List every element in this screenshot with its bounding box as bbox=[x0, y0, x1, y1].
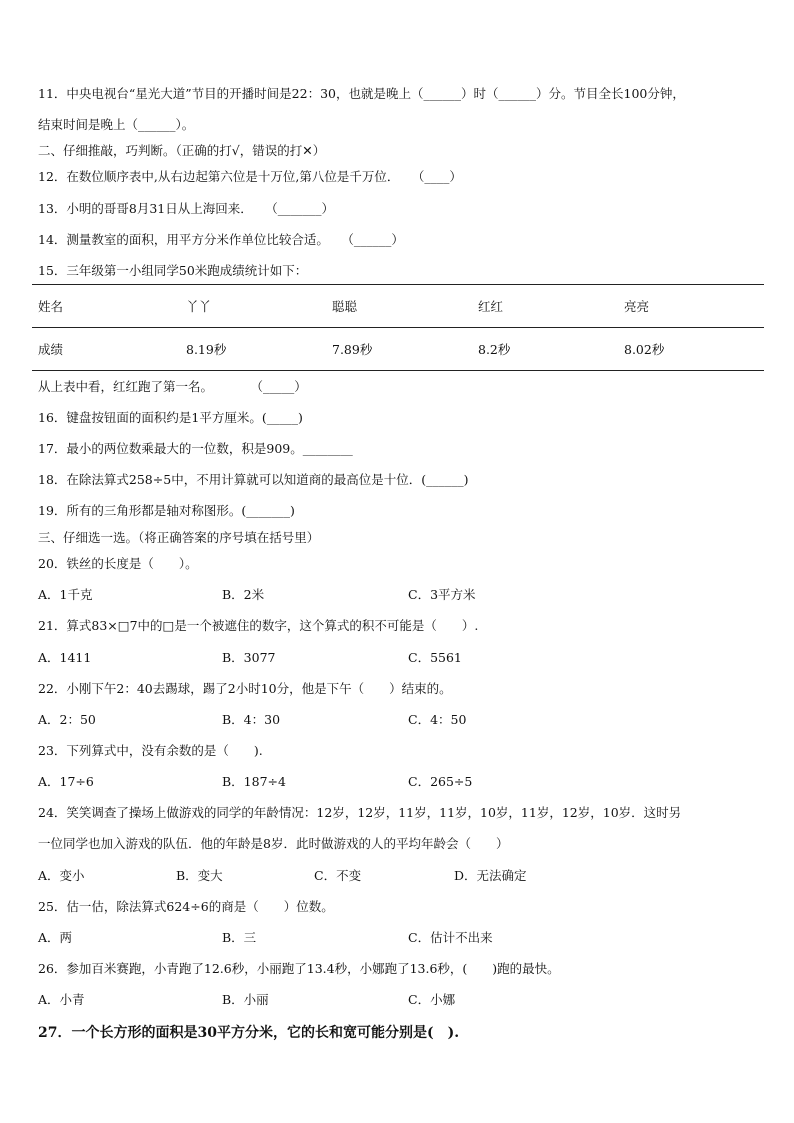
question-24-stem-line-1: 24．笑笑调查了操场上做游戏的同学的年龄情况：12岁，12岁，11岁，11岁，10岁，11岁，12岁，10岁．这时另 bbox=[38, 805, 682, 820]
table-cell: 8.2秒 bbox=[478, 328, 624, 371]
question-13: 13．小明的哥哥8月31日从上海回来． （_______） bbox=[38, 201, 335, 216]
section-3-title: 三、仔细选一选。（将正确答案的序号填在括号里） bbox=[38, 530, 320, 545]
option-b: B．3077 bbox=[222, 650, 276, 665]
option-c: C．不变 bbox=[314, 868, 362, 883]
question-18: 18．在除法算式258÷5中，不用计算就可以知道商的最高位是十位．(______) bbox=[38, 472, 469, 487]
option-a: A．2：50 bbox=[38, 712, 96, 727]
question-19: 19．所有的三角形都是轴对称图形。(_______) bbox=[38, 503, 295, 518]
option-b: B．变大 bbox=[176, 868, 223, 883]
question-11-line-2: 结束时间是晚上（______）。 bbox=[38, 117, 195, 132]
option-a: A．小青 bbox=[38, 992, 85, 1007]
question-24-stem-line-2: 一位同学也加入游戏的队伍．他的年龄是8岁．此时做游戏的人的平均年龄会（ ） bbox=[38, 836, 509, 851]
question-17: 17．最小的两位数乘最大的一位数，积是909。________ bbox=[38, 441, 353, 456]
option-c: C．5561 bbox=[408, 650, 462, 665]
question-12: 12．在数位顺序表中,从右边起第六位是十万位,第八位是千万位． （____） bbox=[38, 169, 462, 184]
score-table bbox=[32, 284, 764, 371]
option-a: A．1千克 bbox=[38, 587, 93, 602]
question-26-stem: 26．参加百米赛跑，小青跑了12.6秒，小丽跑了13.4秒，小娜跑了13.6秒，( )跑的最快。 bbox=[38, 961, 560, 976]
question-25-stem: 25．估一估，除法算式624÷6的商是（ ）位数。 bbox=[38, 899, 334, 914]
option-a: A．两 bbox=[38, 930, 73, 945]
question-11-line-1: 11．中央电视台“星光大道”节目的开播时间是22：30，也就是晚上（______）时（______）分。节目全长100分钟， bbox=[38, 86, 685, 101]
question-23-stem: 23．下列算式中，没有余数的是（ ). bbox=[38, 743, 263, 758]
option-b: B．三 bbox=[222, 930, 257, 945]
table-header-row bbox=[32, 285, 764, 328]
table-cell: 8.02秒 bbox=[624, 328, 764, 371]
question-15-statement: 从上表中看，红红跑了第一名。 （_____） bbox=[38, 379, 307, 394]
option-a: A．1411 bbox=[38, 650, 92, 665]
question-14: 14．测量教室的面积，用平方分米作单位比较合适。 （______） bbox=[38, 232, 404, 247]
question-21-stem: 21．算式83×□7中的□是一个被遮住的数字，这个算式的积不可能是（ ）. bbox=[38, 618, 479, 633]
table-header-cell: 红红 bbox=[478, 285, 624, 328]
option-d: D．无法确定 bbox=[454, 868, 527, 883]
table-header-cell: 姓名 bbox=[32, 285, 186, 328]
option-c: C．3平方米 bbox=[408, 587, 476, 602]
option-c: C．估计不出来 bbox=[408, 930, 493, 945]
table-row bbox=[32, 328, 764, 371]
option-c: C．4：50 bbox=[408, 712, 467, 727]
option-b: B．187÷4 bbox=[222, 774, 286, 789]
table-header-cell: 丫丫 bbox=[186, 285, 332, 328]
question-27: 27．一个长方形的面积是30平方分米，它的长和宽可能分别是( ). bbox=[38, 1025, 460, 1041]
option-b: B．小丽 bbox=[222, 992, 269, 1007]
question-15: 15．三年级第一小组同学50米跑成绩统计如下： bbox=[38, 263, 308, 278]
question-16: 16．键盘按钮面的面积约是1平方厘米。(_____) bbox=[38, 410, 303, 425]
table-cell: 7.89秒 bbox=[332, 328, 478, 371]
question-20-stem: 20．铁丝的长度是（ ）。 bbox=[38, 556, 198, 571]
option-c: C．265÷5 bbox=[408, 774, 473, 789]
table-header-cell: 聪聪 bbox=[332, 285, 478, 328]
option-c: C．小娜 bbox=[408, 992, 456, 1007]
option-a: A．17÷6 bbox=[38, 774, 94, 789]
option-b: B．4：30 bbox=[222, 712, 281, 727]
option-a: A．变小 bbox=[38, 868, 85, 883]
table-header-cell: 亮亮 bbox=[624, 285, 764, 328]
table-cell: 8.19秒 bbox=[186, 328, 332, 371]
option-b: B．2米 bbox=[222, 587, 265, 602]
section-2-title: 二、仔细推敲，巧判断。（正确的打√，错误的打✕） bbox=[38, 143, 326, 158]
question-22-stem: 22．小刚下午2：40去踢球，踢了2小时10分，他是下午（ ）结束的。 bbox=[38, 681, 452, 696]
table-cell: 成绩 bbox=[32, 328, 186, 371]
